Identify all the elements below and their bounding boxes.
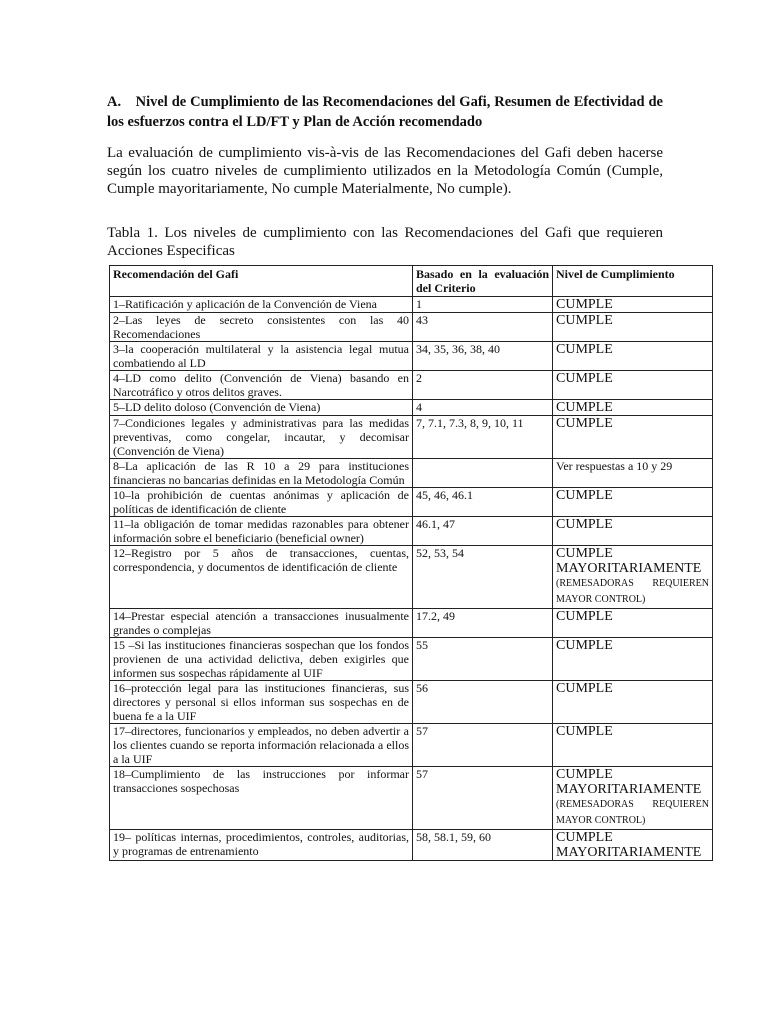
criteria-cell: 46.1, 47 [413,517,553,546]
compliance-level: Ver respuestas a 10 y 29 [556,459,673,473]
compliance-note: (REMESADORAS REQUIEREN MAYOR CONTROL) [556,799,709,826]
compliance-level: CUMPLE [556,724,613,739]
recommendation-cell: 16–protección legal para las instituciones financieras, sus directores y personal si ellos informan sus sospechas en de buena fe a la UIF [110,681,413,724]
compliance-level: CUMPLE MAYORITARIAMENTE [556,546,702,576]
table-header-row [110,266,713,297]
criteria-cell [413,459,553,488]
compliance-level-cell [553,724,713,767]
compliance-level-cell [553,517,713,546]
compliance-level: CUMPLE [556,416,613,431]
compliance-level: CUMPLE [556,517,613,532]
compliance-level-cell [553,488,713,517]
compliance-level-cell [553,681,713,724]
criteria-cell: 2 [413,371,553,400]
criteria-cell: 55 [413,638,553,681]
table-row [110,517,713,546]
compliance-level: CUMPLE MAYORITARIAMENTE [556,767,702,797]
table-row [110,681,713,724]
criteria-cell: 56 [413,681,553,724]
table-row [110,638,713,681]
compliance-level-cell [553,638,713,681]
compliance-level-cell [553,400,713,416]
recommendation-cell: 11–la obligación de tomar medidas razonables para obtener información sobre el beneficiario (beneficial owner) [110,517,413,546]
compliance-level-cell [553,609,713,638]
compliance-level-cell [553,371,713,400]
section-heading: A. Nivel de Cumplimiento de las Recomendaciones del Gafi, Resumen de Efectividad de los esfuerzos contra el LD/FT y Plan de Acción recomendado [107,94,663,130]
compliance-level: CUMPLE [556,400,613,415]
recommendation-cell: 15 –Si las instituciones financieras sospechan que los fondos provienen de una actividad delictiva, deben exigirles que informen sus sospechas rápidamente al UIF [110,638,413,681]
header-basis: Basado en la evaluación del Criterio [413,266,553,297]
compliance-level-cell [553,342,713,371]
intro-paragraph: La evaluación de cumplimiento vis-à-vis de las Recomendaciones del Gafi deben hacerse según los cuatro niveles de cumplimiento utilizados en la Metodología Común (Cumple, Cumple mayoritariamente, No cumple Materialmente, No cumple). [107,145,663,197]
compliance-level: CUMPLE [556,342,613,357]
recommendation-cell: 14–Prestar especial atención a transacciones inusualmente grandes o complejas [110,609,413,638]
criteria-cell: 57 [413,724,553,767]
compliance-level: CUMPLE [556,488,613,503]
recommendation-cell: 19– políticas internas, procedimientos, controles, auditorias, y programas de entrenamiento [110,830,413,861]
compliance-level: CUMPLE [556,313,613,328]
compliance-note: (REMESADORAS REQUIEREN MAYOR CONTROL) [556,578,709,605]
recommendation-cell: 4–LD como delito (Convención de Viena) basando en Narcotráfico y otros delitos graves. [110,371,413,400]
criteria-cell: 34, 35, 36, 38, 40 [413,342,553,371]
header-recommendation: Recomendación del Gafi [110,266,413,297]
table-row [110,609,713,638]
table-row [110,416,713,459]
compliance-table [109,265,713,861]
compliance-level-cell [553,830,713,861]
criteria-cell: 58, 58.1, 59, 60 [413,830,553,861]
criteria-cell: 17.2, 49 [413,609,553,638]
compliance-level: CUMPLE [556,638,613,653]
criteria-cell: 7, 7.1, 7.3, 8, 9, 10, 11 [413,416,553,459]
compliance-level-cell [553,767,713,830]
recommendation-cell: 5–LD delito doloso (Convención de Viena) [110,400,413,416]
compliance-level: CUMPLE [556,609,613,624]
recommendation-cell: 17–directores, funcionarios y empleados, no deben advertir a los clientes cuando se reporta información relacionada a ellos a la UIF [110,724,413,767]
table-caption: Tabla 1. Los niveles de cumplimiento con las Recomendaciones del Gafi que requieren Acciones Especificas [107,225,663,259]
compliance-level: CUMPLE MAYORITARIAMENTE [556,830,702,860]
recommendation-cell: 3–la cooperación multilateral y la asistencia legal mutua combatiendo al LD [110,342,413,371]
table-row [110,297,713,313]
criteria-cell: 57 [413,767,553,830]
criteria-cell: 45, 46, 46.1 [413,488,553,517]
table-row [110,830,713,861]
criteria-cell: 1 [413,297,553,313]
compliance-level: CUMPLE [556,297,613,312]
criteria-cell: 52, 53, 54 [413,546,553,609]
recommendation-cell: 2–Las leyes de secreto consistentes con las 40 Recomendaciones [110,313,413,342]
table-row [110,400,713,416]
table-row [110,767,713,830]
recommendation-cell: 8–La aplicación de las R 10 a 29 para instituciones financieras no bancarias definidas en la Metodología Común [110,459,413,488]
criteria-cell: 4 [413,400,553,416]
table-row [110,342,713,371]
compliance-level-cell [553,546,713,609]
compliance-level-cell [553,313,713,342]
table-row [110,459,713,488]
recommendation-cell: 10–la prohibición de cuentas anónimas y aplicación de políticas de identificación de cliente [110,488,413,517]
compliance-level-cell [553,297,713,313]
header-level: Nivel de Cumplimiento [553,266,713,297]
recommendation-cell: 12–Registro por 5 años de transacciones, cuentas, correspondencia, y documentos de identificación de cliente [110,546,413,609]
table-row [110,724,713,767]
recommendation-cell: 1–Ratificación y aplicación de la Convención de Viena [110,297,413,313]
criteria-cell: 43 [413,313,553,342]
table-row [110,488,713,517]
table-row [110,546,713,609]
compliance-level: CUMPLE [556,681,613,696]
compliance-level-cell [553,416,713,459]
compliance-level: CUMPLE [556,371,613,386]
recommendation-cell: 18–Cumplimiento de las instrucciones por informar transacciones sospechosas [110,767,413,830]
recommendation-cell: 7–Condiciones legales y administrativas para las medidas preventivas, como congelar, incautar, y decomisar (Convención de Viena) [110,416,413,459]
compliance-level-cell [553,459,713,488]
table-row [110,371,713,400]
table-row [110,313,713,342]
